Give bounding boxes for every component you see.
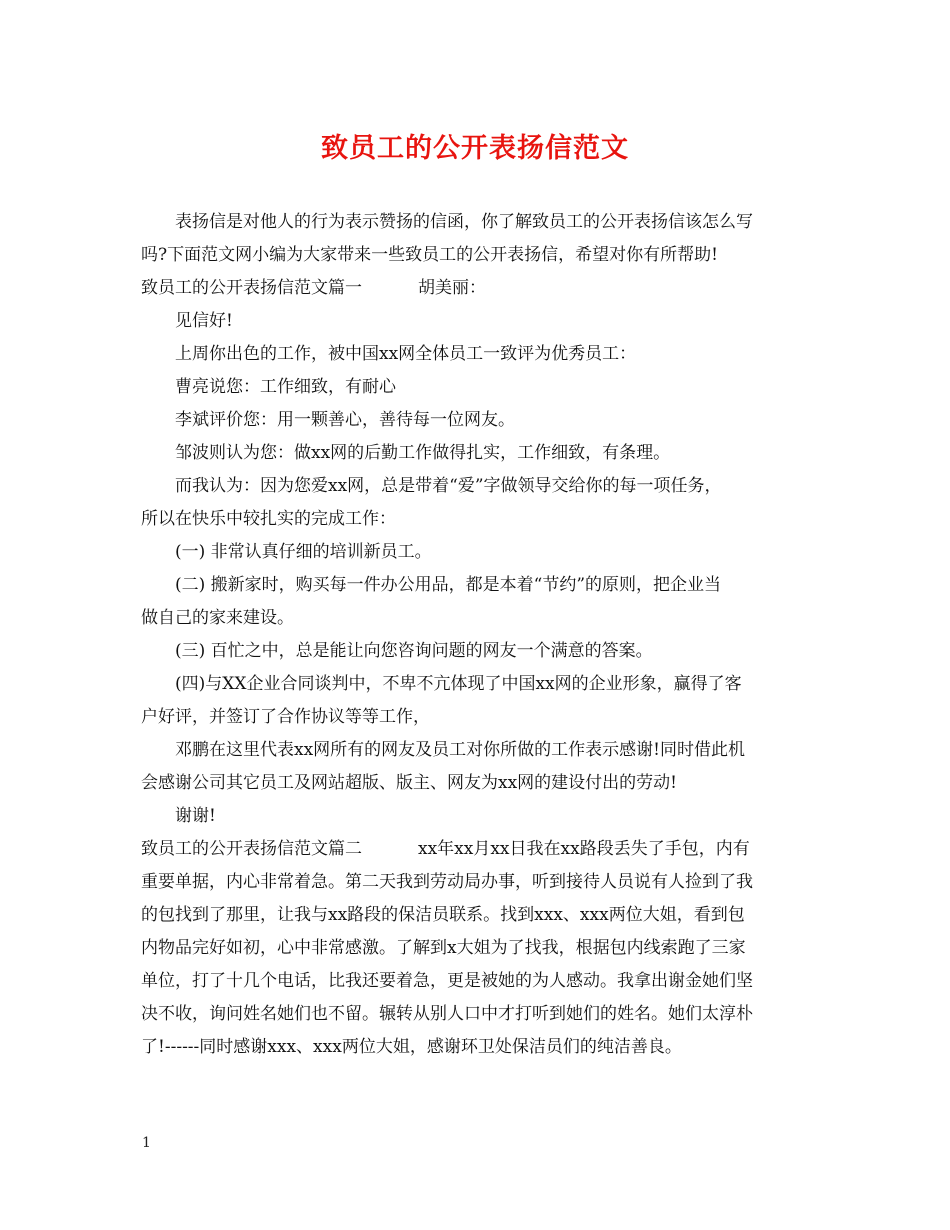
paragraph-line: 户好评，并签订了合作协议等等工作， (141, 707, 430, 727)
salutation: 胡美丽： (418, 278, 486, 298)
paragraph-line: 李斌评价您：用一颗善心，善待每一位网友。 (175, 410, 515, 430)
paragraph-line: 所以在快乐中较扎实的完成工作： (141, 509, 396, 529)
list-item: (一) 非常认真仔细的培训新员工。 (175, 542, 432, 562)
paragraph-line: 表扬信是对他人的行为表示赞扬的信函，你了解致员工的公开表扬信该怎么写 (175, 212, 753, 232)
paragraph-line: 决不收，询问姓名她们也不留。辗转从别人口中才打听到她们的姓名。她们太淳朴 (141, 1004, 753, 1024)
section-heading-line (141, 833, 813, 866)
section-heading: 致员工的公开表扬信范文篇二 (141, 839, 362, 859)
paragraph-line: 会感谢公司其它员工及网站超版、版主、网友为xx网的建设付出的劳动! (141, 773, 678, 793)
section-heading-line (141, 272, 813, 305)
paragraph-line: 内物品完好如初，心中非常感激。了解到x大姐为了找我，根据包内线索跑了三家 (141, 938, 746, 958)
paragraph-line: 邹波则认为您：做xx网的后勤工作做得扎实，工作细致，有条理。 (175, 443, 671, 463)
paragraph-line: 的包找到了那里，让我与xx路段的保洁员联系。找到xxx、xxx两位大姐，看到包 (141, 905, 745, 925)
page-number: 1 (142, 1135, 151, 1151)
paragraph-line: 见信好! (175, 311, 233, 331)
paragraph-line: 吗?下面范文网小编为大家带来一些致员工的公开表扬信，希望对你有所帮助! (141, 245, 718, 265)
document-body (141, 206, 813, 1064)
paragraph-line: 做自己的家来建设。 (141, 608, 294, 628)
list-item: (二) 搬新家时，购买每一件办公用品，都是本着“节约”的原则，把企业当 (175, 575, 722, 595)
paragraph-line: 邓鹏在这里代表xx网所有的网友及员工对你所做的工作表示感谢!同时借此机 (175, 740, 746, 760)
paragraph-line: 谢谢! (175, 806, 216, 826)
paragraph-line: 曹亮说您：工作细致，有耐心 (175, 377, 396, 397)
paragraph-line: 了!------同时感谢xxx、xxx两位大姐，感谢环卫处保洁员们的纯洁善良。 (141, 1037, 682, 1057)
paragraph-line: 上周你出色的工作，被中国xx网全体员工一致评为优秀员工： (175, 344, 637, 364)
paragraph-text: xx年xx月xx日我在xx路段丢失了手包，内有 (418, 839, 750, 859)
list-item: (三) 百忙之中，总是能让向您咨询问题的网友一个满意的答案。 (175, 641, 653, 661)
section-heading: 致员工的公开表扬信范文篇一 (141, 278, 362, 298)
paragraph-line: 重要单据，内心非常着急。第二天我到劳动局办事，听到接待人员说有人捡到了我 (141, 872, 753, 892)
list-item: (四)与XX企业合同谈判中，不卑不亢体现了中国xx网的企业形象，赢得了客 (175, 674, 742, 694)
document-title: 致员工的公开表扬信范文 (321, 133, 629, 164)
paragraph-line: 单位，打了十几个电话，比我还要着急，更是被她的为人感动。我拿出谢金她们坚 (141, 971, 753, 991)
paragraph-line: 而我认为：因为您爱xx网，总是带着“爱”字做领导交给你的每一项任务， (175, 476, 722, 496)
